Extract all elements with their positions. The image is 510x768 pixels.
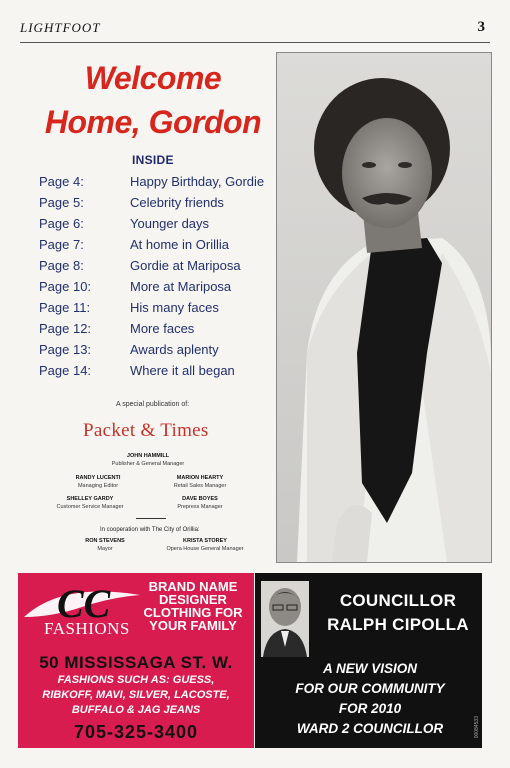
cooperation-note: In cooperation with The City of Orillia: xyxy=(100,527,200,533)
staff-editor xyxy=(58,475,138,490)
vision-line: FOR OUR COMMUNITY xyxy=(295,681,445,696)
toc-row xyxy=(39,342,279,363)
toc-row xyxy=(39,216,279,237)
page-number: 3 xyxy=(477,19,485,35)
ad-header xyxy=(18,573,254,648)
svg-text:CC: CC xyxy=(57,581,111,626)
inside-heading: INSIDE xyxy=(132,153,174,167)
staff-publisher xyxy=(108,453,188,468)
toc-row xyxy=(39,258,279,279)
staff-mayor xyxy=(65,538,145,553)
vision-text xyxy=(265,659,475,739)
store-phone: 705-325-3400 xyxy=(73,722,199,742)
store-address: 50 MISSISSAGA ST. W. xyxy=(39,653,233,672)
brand-list xyxy=(18,673,254,718)
toc-row xyxy=(39,237,279,258)
councillor-portrait xyxy=(261,581,309,657)
toc-row xyxy=(39,321,279,342)
toc-page: Page 7: xyxy=(39,237,84,252)
toc-row xyxy=(39,195,279,216)
vision-line: FOR 2010 xyxy=(338,701,402,716)
ad-code: 00084533 xyxy=(474,715,480,738)
toc-page: Page 8: xyxy=(39,258,84,273)
toc-page: Page 10: xyxy=(39,279,92,294)
councillor-title: COUNCILLOR xyxy=(339,591,457,610)
toc-page: Page 4: xyxy=(39,174,84,189)
portrait-illustration xyxy=(277,53,491,562)
cc-fashions-ad xyxy=(18,573,254,748)
brand-line: BRAND NAME xyxy=(148,579,238,594)
brand-list-line: FASHIONS SUCH AS: GUESS, xyxy=(57,674,215,686)
staff-name: RON STEVENS xyxy=(85,538,125,544)
toc-page: Page 6: xyxy=(39,216,84,231)
vision-line: A NEW VISION xyxy=(322,661,417,676)
staff-role: Retail Sales Manager xyxy=(173,482,227,489)
staff-role: Opera House General Manager xyxy=(166,545,244,552)
toc-title: His many faces xyxy=(130,300,219,315)
toc-row xyxy=(39,363,279,384)
staff-name: KRISTA STOREY xyxy=(183,538,227,544)
councillor-name: RALPH CIPOLLA xyxy=(327,615,469,634)
staff-retail xyxy=(160,475,240,490)
brand-list-line: BUFFALO & JAG JEANS xyxy=(71,704,201,716)
staff-name: MARION HEARTY xyxy=(176,475,224,481)
staff-name: DAVE BOYES xyxy=(182,496,218,502)
brand-line: YOUR FAMILY xyxy=(149,618,237,633)
councillor-name-block xyxy=(317,589,479,637)
staff-name: RANDY LUCENTI xyxy=(75,475,121,481)
cc-fashions-logo xyxy=(22,577,142,643)
publication-name: Packet & Times xyxy=(83,420,209,441)
toc-page: Page 14: xyxy=(39,363,92,378)
toc-title: Happy Birthday, Gordie xyxy=(130,174,265,189)
toc-title: Celebrity friends xyxy=(130,195,224,210)
toc-page: Page 12: xyxy=(39,321,92,336)
gordon-lightfoot-photo xyxy=(276,52,492,563)
table-of-contents xyxy=(39,174,279,384)
staff-customer xyxy=(40,496,140,511)
special-publication-note: A special publication of: xyxy=(116,401,190,408)
welcome-headline-line2: Home, Gordon xyxy=(44,104,262,140)
divider xyxy=(136,518,166,519)
toc-page: Page 13: xyxy=(39,342,92,357)
councillor-photo xyxy=(261,581,309,657)
staff-role: Mayor xyxy=(97,545,113,552)
toc-title: Where it all began xyxy=(130,363,235,378)
toc-title: Awards aplenty xyxy=(130,342,219,357)
toc-title: At home in Orillia xyxy=(130,237,229,252)
toc-title: Younger days xyxy=(130,216,210,231)
vision-line: WARD 2 COUNCILLOR xyxy=(296,721,444,736)
toc-page: Page 5: xyxy=(39,195,84,210)
staff-role: Prepress Manager xyxy=(177,503,223,510)
toc-title: More at Mariposa xyxy=(130,279,232,294)
toc-row xyxy=(39,174,279,195)
logo-sub-text: FASHIONS xyxy=(44,619,130,638)
staff-opera xyxy=(155,538,255,553)
toc-title: More faces xyxy=(130,321,195,336)
staff-role: Publisher & General Manager xyxy=(111,460,185,467)
toc-page: Page 11: xyxy=(39,300,91,315)
staff-role: Customer Service Manager xyxy=(56,503,124,510)
brand-line: CLOTHING FOR xyxy=(143,605,243,620)
toc-row xyxy=(39,279,279,300)
toc-title: Gordie at Mariposa xyxy=(130,258,241,273)
staff-name: SHELLEY GARDY xyxy=(66,496,114,502)
brand-text xyxy=(138,580,248,632)
staff-name: JOHN HAMMILL xyxy=(126,453,170,459)
brand-list-line: RIBKOFF, MAVI, SILVER, LACOSTE, xyxy=(42,689,230,701)
councillor-ad xyxy=(255,573,482,748)
toc-row xyxy=(39,300,279,321)
staff-prepress xyxy=(160,496,240,511)
staff-role: Managing Editor xyxy=(77,482,119,489)
section-header: LIGHTFOOT xyxy=(20,20,101,35)
brand-line: DESIGNER xyxy=(159,592,227,607)
header-rule xyxy=(20,42,490,43)
welcome-headline-line1: Welcome xyxy=(84,60,222,96)
